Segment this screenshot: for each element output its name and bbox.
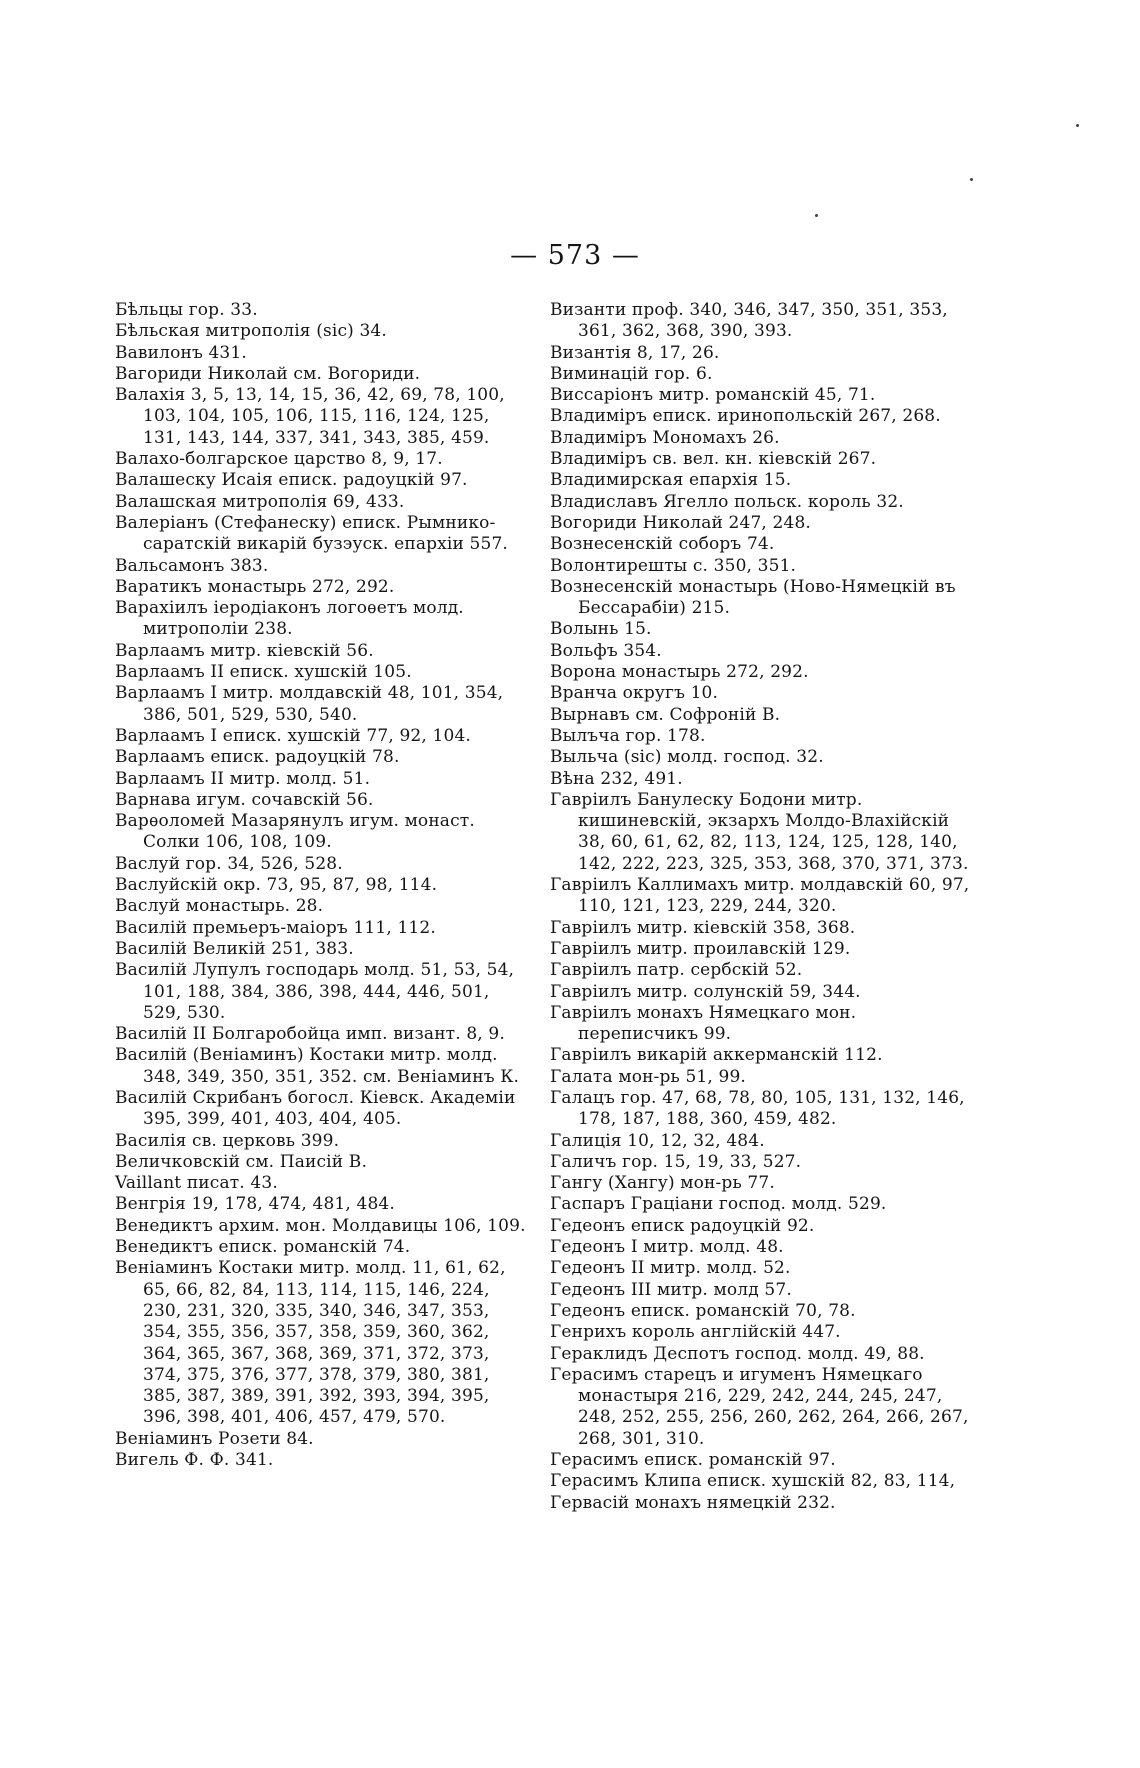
index-entry: Гедеонъ еписк радоуцкій 92. <box>550 1215 815 1236</box>
index-entry: Венедиктъ архим. мон. Молдавицы 106, 109. <box>115 1215 526 1236</box>
index-entry: Владиміръ Мономахъ 26. <box>550 427 780 448</box>
index-entry: Волынь 15. <box>550 619 652 640</box>
index-entry: Гераклидъ Деспотъ господ. молд. 49, 88. <box>550 1343 925 1364</box>
index-entry: Галиція 10, 12, 32, 484. <box>550 1130 765 1151</box>
index-entry: Бѣльцы гор. 33. <box>115 300 258 320</box>
index-entry: Веніаминъ Розети 84. <box>115 1428 314 1449</box>
index-entry: Вольфъ 354. <box>550 640 662 661</box>
index-entry: Бѣльская митрополія (sic) 34. <box>115 321 387 342</box>
index-entry: Валахія 3, 5, 13, 14, 15, 36, 42, 69, 78, 100, 103, 104, 105, 106, 115, 116, 124, 125, 131, 143, 144, 337, 341, 343, 385, 459. <box>115 385 505 448</box>
index-entry: Владимирская епархія 15. <box>550 470 792 491</box>
index-entry: Виминацій гор. 6. <box>550 363 713 384</box>
index-entry: Вылъча гор. 178. <box>550 725 706 746</box>
index-entry: Волонтирешты с. 350, 351. <box>550 555 797 576</box>
index-entry: Вавилонъ 431. <box>115 342 247 363</box>
index-entry: Васлуй гор. 34, 526, 528. <box>115 853 343 874</box>
index-entry: Гавріилъ митр. солунскій 59, 344. <box>550 981 861 1002</box>
index-entry: Валашеску Исаія еписк. радоуцкій 97. <box>115 470 468 491</box>
index-entry: Варахіилъ іеродіаконъ логоѳетъ молд. митрополіи 238. <box>115 598 464 640</box>
index-entry: Валахо-болгарское царство 8, 9, 17. <box>115 449 443 470</box>
index-entry: Гавріилъ митр. проилавскій 129. <box>550 938 851 959</box>
index-column-right <box>550 300 970 1514</box>
index-entry: Галата мон-рь 51, 99. <box>550 1066 746 1087</box>
index-entry: Варлаамъ митр. кіевскій 56. <box>115 640 374 661</box>
index-entry: Византія 8, 17, 26. <box>550 342 720 363</box>
index-entry: Вигель Ф. Ф. 341. <box>115 1450 274 1471</box>
index-entry: Варлаамъ I еписк. хушскій 77, 92, 104. <box>115 725 471 746</box>
index-entry: Величковскій см. Паисій В. <box>115 1151 368 1172</box>
index-entry: Валашская митрополія 69, 433. <box>115 491 405 512</box>
index-entry: Вальсамонъ 383. <box>115 555 269 576</box>
index-entry: Веніаминъ Костаки митр. молд. 11, 61, 62, 65, 66, 82, 84, 113, 114, 115, 146, 224, 230, 231, 320, 335, 340, 346, 347, 353, 354, 355, 356, 357, 358, 359, 360, 362, 364, 365, 367, 368, 369, 371, 372, 373, 374, 375, 376, 377, 378, 379, 380, 381, 385, 387, 389, 391, 392, 393, 394, 395, 396, 398, 401, 406, 457, 479, 570. <box>115 1258 506 1428</box>
index-entry: Василій Лупулъ господарь молд. 51, 53, 54, 101, 188, 384, 386, 398, 444, 446, 501, 529, 530. <box>115 960 515 1023</box>
index-entry: Вѣна 232, 491. <box>550 768 683 789</box>
index-entry: Гавріилъ патр. сербскій 52. <box>550 960 803 981</box>
index-column-left <box>115 300 533 1471</box>
index-entry: Василій Великій 251, 383. <box>115 938 354 959</box>
index-entry: Васлуйскій окр. 73, 95, 87, 98, 114. <box>115 875 438 896</box>
index-entry: Гедеонъ еписк. романскій 70, 78. <box>550 1300 856 1321</box>
index-entry: Васлуй монастырь. 28. <box>115 896 324 917</box>
index-entry: Византи проф. 340, 346, 347, 350, 351, 353, 361, 362, 368, 390, 393. <box>550 300 948 342</box>
index-entry: Василій II Болгаробойца имп. визант. 8, 9. <box>115 1024 505 1045</box>
index-entry: Вранча округъ 10. <box>550 683 719 704</box>
index-entry: Валеріанъ (Стефанеску) еписк. Рымнико-саратскій викарій бузэуск. епархіи 557. <box>115 512 508 555</box>
index-entry: Владиміръ св. вел. кн. кіевскій 267. <box>550 449 877 470</box>
index-entry: Венгрія 19, 178, 474, 481, 484. <box>115 1194 395 1215</box>
index-entry: Владиславъ Ягелло польск. король 32. <box>550 491 904 512</box>
index-entry: Галацъ гор. 47, 68, 78, 80, 105, 131, 132, 146, 178, 187, 188, 360, 459, 482. <box>550 1087 965 1130</box>
index-entry: Гедеонъ I митр. молд. 48. <box>550 1237 784 1258</box>
index-entry: Варлаамъ еписк. радоуцкій 78. <box>115 747 400 768</box>
index-entry: Герасимъ Клипа еписк. хушскій 82, 83, 114, <box>550 1471 956 1492</box>
page-number: — 573 — <box>510 240 640 271</box>
index-entry: Вознесенскій соборъ 74. <box>550 534 775 555</box>
index-entry: Гедеонъ II митр. молд. 52. <box>550 1258 791 1279</box>
scan-speck-mark <box>1076 124 1079 127</box>
index-entry: Гавріилъ митр. кіевскій 358, 368. <box>550 917 856 938</box>
scan-speck-mark <box>970 178 973 181</box>
index-entry: Ворона монастырь 272, 292. <box>550 662 809 683</box>
index-entry: Вогориди Николай 247, 248. <box>550 512 811 533</box>
scan-speck-mark <box>815 214 818 217</box>
index-entry: Гавріилъ викарій аккерманскій 112. <box>550 1045 883 1066</box>
index-entry: Галичъ гор. 15, 19, 33, 527. <box>550 1151 802 1172</box>
index-entry: Выльча (sic) молд. господ. 32. <box>550 747 824 768</box>
index-entry: Герасимъ еписк. романскій 97. <box>550 1450 836 1471</box>
index-entry: Генрихъ король англійскій 447. <box>550 1322 841 1343</box>
index-entry: Вырнавъ см. Софроній В. <box>550 704 781 725</box>
index-entry: Гавріилъ монахъ Нямецкаго мон. переписчикъ 99. <box>550 1002 857 1045</box>
index-entry: Гавріилъ Каллимахъ митр. молдавскій 60, 97, 110, 121, 123, 229, 244, 320. <box>550 875 970 917</box>
index-entry: Василій премьеръ-маіоръ 111, 112. <box>115 917 436 938</box>
index-entry: Венедиктъ еписк. романскій 74. <box>115 1237 411 1258</box>
index-entry: Василій Скрибанъ богосл. Кіевск. Академіи 395, 399, 401, 403, 404, 405. <box>115 1087 516 1130</box>
index-entry: Гангу (Хангу) мон-рь 77. <box>550 1173 775 1194</box>
index-entry: Варатикъ монастырь 272, 292. <box>115 576 395 597</box>
index-entry: Василія св. церковь 399. <box>115 1130 340 1151</box>
index-entry: Гаспаръ Граціани господ. молд. 529. <box>550 1194 887 1215</box>
index-entry: Варлаамъ I митр. молдавскій 48, 101, 354, 386, 501, 529, 530, 540. <box>115 683 504 725</box>
index-entry: Герасимъ старецъ и игуменъ Нямецкаго монастыря 216, 229, 242, 244, 245, 247, 248, 252, 255, 256, 260, 262, 264, 266, 267, 268, 301, 310. <box>550 1364 969 1449</box>
index-entry: Варлаамъ II митр. молд. 51. <box>115 768 371 789</box>
index-entry: Гервасій монахъ нямецкій 232. <box>550 1492 836 1513</box>
index-entry: Варѳоломей Мазарянулъ игум. монаст. Солки 106, 108, 109. <box>115 811 475 853</box>
index-entry: Варлаамъ II еписк. хушскій 105. <box>115 662 412 683</box>
index-entry: Гавріилъ Банулеску Бодони митр. кишиневскій, экзархъ Молдо-Влахійскій 38, 60, 61, 62, 82, 113, 124, 125, 128, 140, 142, 222, 223, 325, 353, 368, 370, 371, 373. <box>550 789 969 874</box>
index-entry: Vaillant писат. 43. <box>115 1173 278 1194</box>
index-entry: Варнава игум. сочавскій 56. <box>115 789 374 810</box>
index-entry: Вагориди Николай см. Вогориди. <box>115 363 421 384</box>
index-entry: Вознесенскій монастырь (Ново-Нямецкій въ Бессарабіи) 215. <box>550 576 956 619</box>
index-entry: Гедеонъ III митр. молд 57. <box>550 1279 792 1300</box>
index-entry: Владиміръ еписк. иринопольскій 267, 268. <box>550 406 941 427</box>
index-entry: Виссаріонъ митр. романскій 45, 71. <box>550 385 876 406</box>
index-entry: Василій (Веніаминъ) Костаки митр. молд. 348, 349, 350, 351, 352. см. Веніаминъ К. <box>115 1045 520 1087</box>
